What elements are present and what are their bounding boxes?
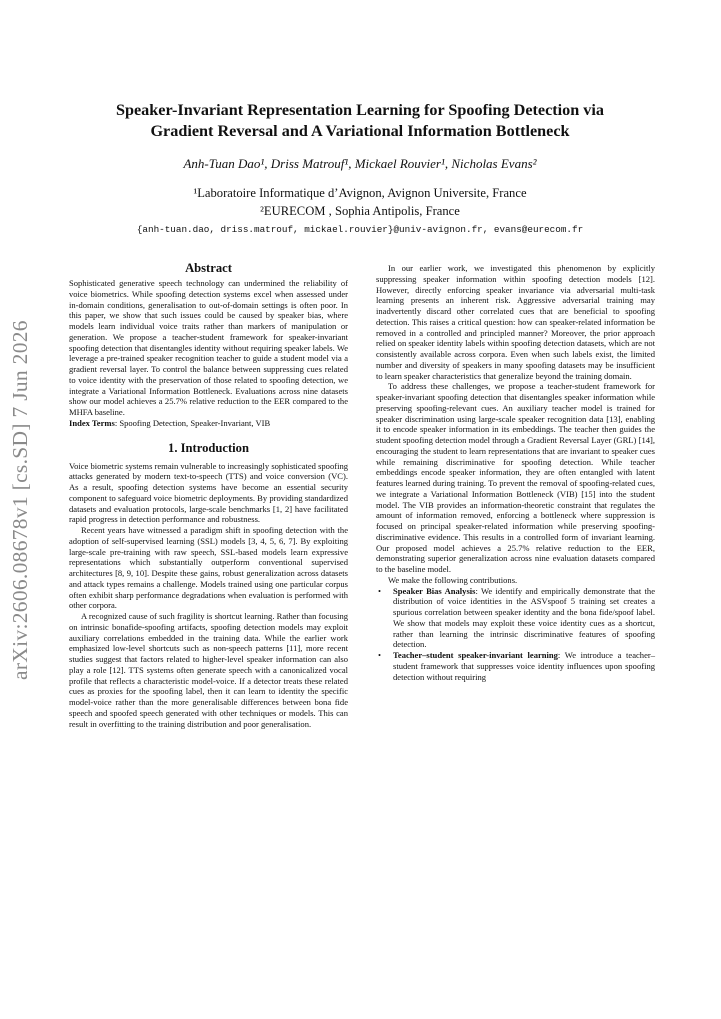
contribution-item [376, 650, 655, 682]
title-line-2: Gradient Reversal and A Variational Information Bottleneck [150, 122, 570, 140]
affiliation-1: ¹Laboratoire Informatique d’Avignon, Avignon Universite, France [193, 186, 527, 200]
right-column [376, 263, 655, 682]
left-column [69, 260, 348, 729]
intro-paragraph-3: A recognized cause of such fragility is shortcut learning. Rather than focusing on intrinsic bonafide-spoofing artifacts, spoofing detection models may exploit auxiliary correlations embedded in the training data. While the earlier work emphasized low-level shortcuts such as non-speech patterns [11], more recent studies suggest that factors related to higher-level speaker information can also play a role [12]. TTS systems often generate speech with a canonicalized vocal profile that reflects a characteristic model-voice. If a detector treats these related cues as proxies for the spoofing label, then it can learn to identity the specific model-voice rather than the more generalisable differences between bona fide speech and spoofed speech generated with other techniques or models. This can result in overfitting to the training distribution and poor generalisation. [69, 611, 348, 729]
introduction-heading: 1. Introduction [168, 440, 249, 455]
index-terms [69, 418, 348, 429]
title-line-1: Speaker-Invariant Representation Learning for Spoofing Detection via [115, 101, 604, 119]
author-list: Anh-Tuan Dao¹, Driss Matrouf¹, Mickael Rouvier¹, Nicholas Evans² [183, 156, 537, 171]
abstract-body: Sophisticated generative speech technology can undermined the reliability of voice biometrics. While spoofing detection systems excel when assessed under in-domain conditions, generalisation to out-of-domain settings is often poor. In this paper, we show that such issues could be caused by speaker bias, where models learn individual voice traits rather than markers of manipulation or generation. We propose a teacher-student framework for speaker-invariant spoofing detection that disentangles identity without requiring speaker labels. We leverage a pre-trained speaker recognition teacher to guide a student model via a gradient reversal layer. To control the balance between suppressing cues related to voice identity with the preservation of those related to spoofing detection, we integrate a Variational Information Bottleneck. Evaluations across nine datasets show our model achieves a 25.7% relative reduction to the EER compared to the MHFA baseline. [69, 278, 348, 417]
arxiv-identifier: arXiv:2606.08678v1 [cs.SD] 7 Jun 2026 [8, 320, 32, 680]
contribution-list [376, 586, 655, 683]
index-terms-text: : Spoofing Detection, Speaker-Invariant, VIB [114, 417, 271, 428]
intro-paragraph-4: In our earlier work, we investigated this phenomenon by explicitly suppressing speaker information within spoofing detection models [12]. However, directly enforcing speaker invariance via adversarial multi-task learning presents an inherent risk. Aggressive adversarial training may inadvertently discard other correlated cues that are beneficial to spoofing detection. This raises a critical question: how can speaker-related information be removed in a controlled and principled manner? Moreover, the prior approach relied on speaker identity labels within spoofing detection datasets, which are not consistently available across corpora. Even when such labels exist, the limited number and diversity of speakers in many spoofing datasets may be insufficient to learn speaker characteristics that generalize beyond the training domain. [376, 263, 655, 381]
contribution-text: : We identify and empirically demonstrate that the distribution of voice identities in the ASVspoof 5 training set creates a spurious correlation between speaker identity and the bona fide/spoof label. We show that models may exploit these voice identity cues as a shortcut, rather than learning the intrinsic discriminative features of spoofing detection. [393, 585, 655, 650]
affiliation-2: ²EURECOM , Sophia Antipolis, France [260, 204, 460, 218]
contribution-label: Speaker Bias Analysis [393, 585, 476, 596]
intro-paragraph-5: To address these challenges, we propose a teacher-student framework for speaker-invariant spoofing detection that disentangles speaker information while preserving spoofing-relevant cues. An auxiliary teacher model is trained for speaker discrimination using large-scale speaker recognition data [13], enabling it to encode speaker information in its embeddings. The teacher then guides the student spoofing detection model through a Gradient Reversal Layer (GRL) [14], encouraging the student to learn representations that are invariant to speaker cues while remaining discriminative for spoofing detection. While teacher embeddings encode speaker information, they are often entangled with latent features learned during training. To prevent the removal of spoofing-related cues, we integrate a Variational Information Bottleneck (VIB) [15] into the student model. The VIB provides an information-theoretic constraint that regulates the amount of information removed, enforcing a bottleneck where suppression is focused on principal speaker-related information while preserving spoofing-discriminative evidence. This results in a controlled form of invariant learning. Our proposed model achieves a 25.7% relative reduction to the EER, demonstrating superior generalization across nine evaluation datasets compared to the baseline model. [376, 381, 655, 574]
abstract-heading: Abstract [185, 261, 232, 275]
intro-paragraph-6: We make the following contributions. [388, 574, 518, 585]
index-terms-label: Index Terms [69, 417, 115, 428]
intro-paragraph-2: Recent years have witnessed a paradigm shift in spoofing detection with the adoption of self-supervised learning (SSL) models [3, 4, 5, 6, 7]. By exploiting large-scale pre-training with raw speech, SSL-based models learn expressive representations which substantially outperform conventional supervised architectures [8, 9, 10]. Despite these gains, robust generalization across datasets and attack types remains a challenge. Models trained using one particular corpus often exhibit sharp performance degradations when evaluation is performed with other corpora. [69, 525, 348, 611]
paper-title [60, 100, 660, 142]
contribution-item [376, 586, 655, 651]
contribution-text: : We introduce a teacher–student framework that suppresses voice identity influences upon spoofing detection without requiring [393, 650, 655, 682]
intro-paragraph-1: Voice biometric systems remain vulnerable to increasingly sophisticated spoofing attacks generated by modern text-to-speech (TTS) and voice conversion (VC). As a result, spoofing detection systems have become an essential security component to safeguard voice biometric deployments. By providing standardized datasets and evaluation protocols, large-scale benchmarks [1, 2] have facilitated rapid progress in detection performance and robustness. [69, 460, 348, 525]
contribution-label: Teacher–student speaker-invariant learning [393, 650, 558, 660]
author-emails: {anh-tuan.dao, driss.matrouf, mickael.rouvier}@univ-avignon.fr, evans@eurecom.fr [136, 224, 584, 235]
